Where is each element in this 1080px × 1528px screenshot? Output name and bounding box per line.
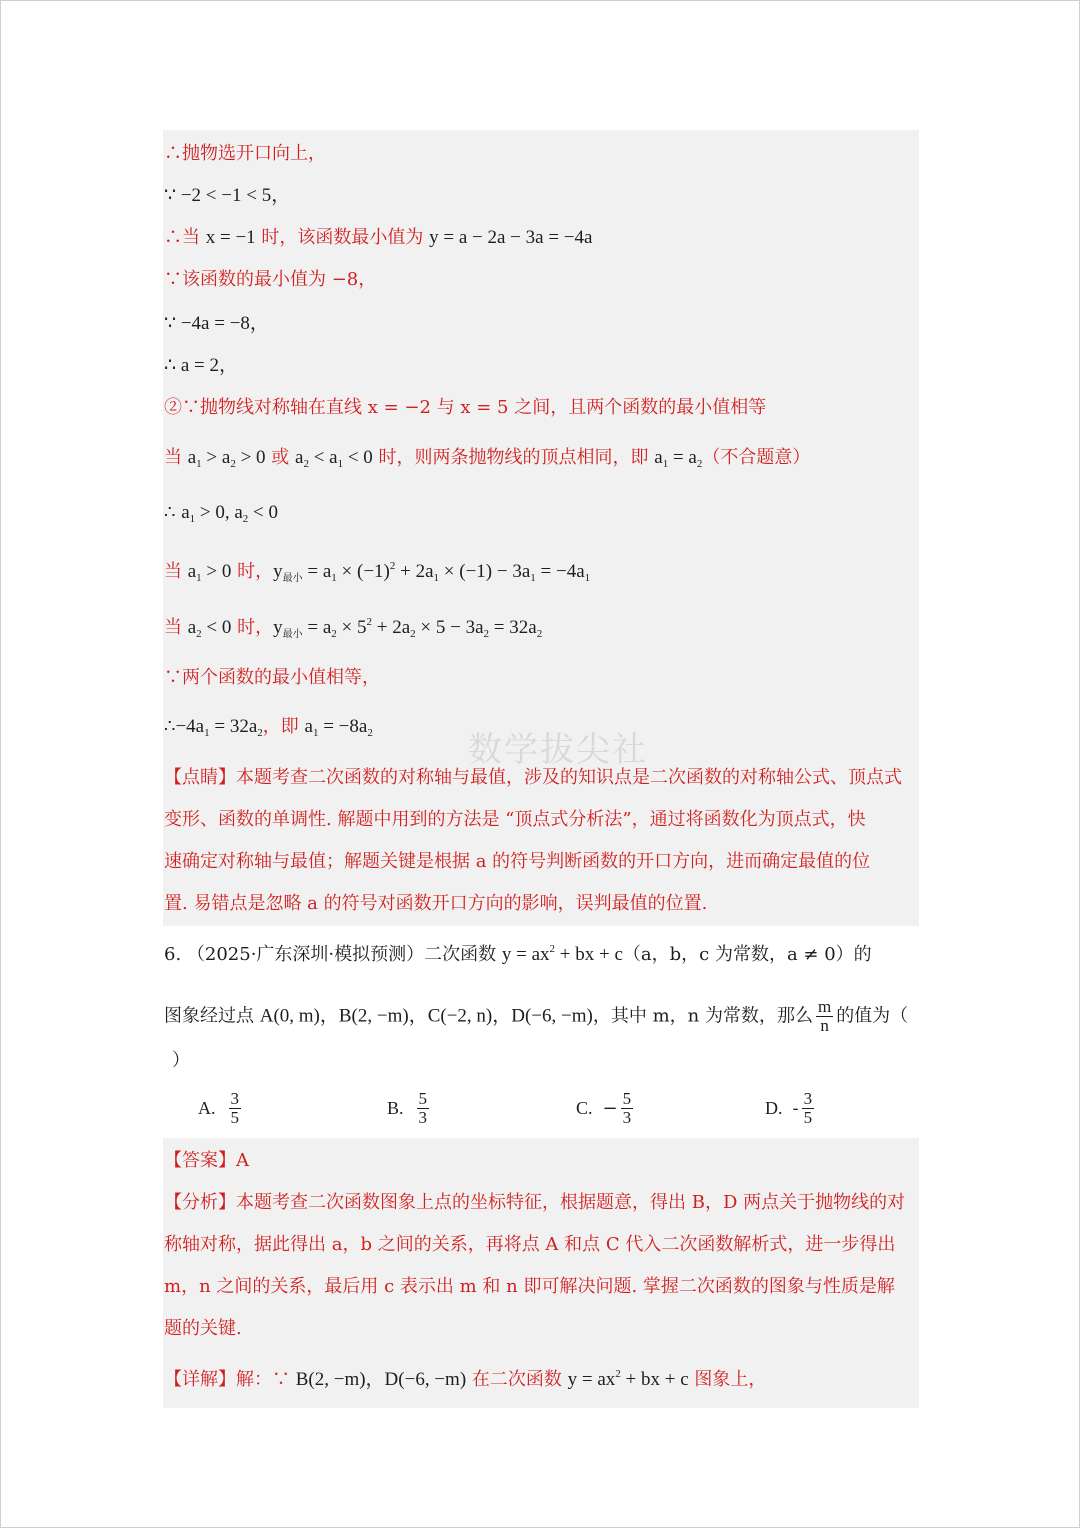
option-a-label: A. xyxy=(198,1098,216,1118)
analysis-line-2: 称轴对称，据此得出 a，b 之间的关系，再将点 A 和点 C 代入二次函数解析式，进一步得出 xyxy=(164,1234,896,1255)
l13-b: ，即 xyxy=(262,716,305,737)
detail-c: 在二次函数 xyxy=(466,1369,568,1390)
option-c-fraction: $\frac{5}{3}$ xyxy=(622,1089,632,1127)
solution-line-9 xyxy=(164,501,278,525)
q2-c: ，其中 m，n 为常数，那么 xyxy=(592,1005,813,1027)
l10-formula: $y_{最小} = a_1 \times (-1)^2 + 2a_1 \times (-1) - 3a_1 = -4a_1$ xyxy=(273,560,591,584)
l9-therefore: ∴ xyxy=(164,502,182,523)
option-b-label: B. xyxy=(387,1098,404,1118)
l8-eq: $a_1 = a_2$ xyxy=(654,447,703,470)
solution-line-10 xyxy=(164,560,590,591)
l13-eq2: $a_1 = -8a_2$ xyxy=(304,716,373,739)
l11-b: 时， xyxy=(231,617,274,638)
q2-fraction-m-over-n: $\frac{m}{n}$ xyxy=(817,997,832,1035)
option-a[interactable] xyxy=(198,1090,244,1127)
q1-b: （a，b，c 为常数，a ≠ 0）的 xyxy=(622,944,872,965)
l8-cond1: $a_1 > a_2 > 0$ xyxy=(187,447,266,470)
solution-line-8 xyxy=(164,446,810,470)
l13-eq1: $-4a_1 = 32a_2$ xyxy=(175,716,263,739)
q1-a: 6. （2025·广东深圳·模拟预测）二次函数 xyxy=(164,944,502,965)
solution-line-3 xyxy=(164,226,592,250)
l11-cond: $a_2 < 0$ xyxy=(187,617,232,640)
watermark: 数学拔尖社 xyxy=(468,730,648,770)
option-a-fraction: $\frac{3}{5}$ xyxy=(230,1089,239,1127)
option-d-label: D. xyxy=(765,1098,783,1118)
note-line-4: 置. 易错点是忽略 a 的符号对函数开口方向的影响，误判最值的位置. xyxy=(164,893,708,914)
l10-b: 时， xyxy=(231,561,274,582)
l3-b: x = −1 xyxy=(205,227,256,248)
answer-line: 【答案】A xyxy=(164,1150,249,1171)
l8-b: 或 xyxy=(265,447,295,468)
l8-cond2: $a_2 < a_1 < 0$ xyxy=(295,447,373,470)
detail-d: 图象上， xyxy=(688,1369,767,1390)
detail-line xyxy=(164,1368,766,1392)
solution-line-1: ∴抛物选开口向上， xyxy=(164,143,326,164)
l3-c: 时，该函数最小值为 xyxy=(255,227,430,248)
l3-d: y = a − 2a − 3a = −4a xyxy=(429,227,593,248)
q2-points: A(0, m)，B(2, −m)，C(−2, n)，D(−6, −m) xyxy=(259,1005,593,1027)
q1-function: $y = ax^2$ + bx + c xyxy=(501,943,623,965)
note-line-2: 变形、函数的单调性. 解题中用到的方法是 “顶点式分析法”，通过将函数化为顶点式，快 xyxy=(164,809,866,830)
l8-a: 当 xyxy=(164,447,188,468)
q2-d: 的值为（ xyxy=(836,1005,909,1027)
solution-line-7: ②∵抛物线对称轴在直线 x = −2 与 x = 5 之间，且两个函数的最小值相等 xyxy=(164,397,767,418)
solution-line-11 xyxy=(164,616,542,647)
option-d[interactable] xyxy=(765,1090,817,1127)
option-b-fraction: $\frac{5}{3}$ xyxy=(418,1089,428,1127)
analysis-line-4: 题的关键. xyxy=(164,1318,242,1339)
question-line-3: ） xyxy=(172,1050,190,1071)
l10-cond: $a_1 > 0$ xyxy=(187,561,232,584)
detail-function: $y = ax^2$ + bx + c xyxy=(567,1368,689,1390)
detail-points: B(2, −m)，D(−6, −m) xyxy=(295,1369,467,1390)
option-b[interactable] xyxy=(387,1090,432,1127)
option-c-sign: − xyxy=(602,1098,618,1119)
solution-line-4: ∵该函数的最小值为 −8， xyxy=(164,269,377,290)
note-line-1: 【点睛】本题考查二次函数的对称轴与最值，涉及的知识点是二次函数的对称轴公式、顶点式 xyxy=(164,767,902,788)
l11-a: 当 xyxy=(164,617,188,638)
l3-a: ∴当 xyxy=(164,227,206,248)
solution-line-5: ∵ −4a = −8， xyxy=(164,313,269,334)
l9-cond: $a_1 > 0$, $a_2 < 0$ xyxy=(181,502,278,525)
question-line-1 xyxy=(164,943,872,967)
solution-line-12: ∵两个函数的最小值相等， xyxy=(164,667,380,688)
l8-d: （不合题意） xyxy=(702,447,811,468)
l13-a: ∴ xyxy=(164,716,176,737)
option-d-fraction: $\frac{3}{5}$ xyxy=(803,1089,813,1127)
question-line-2 xyxy=(164,998,908,1035)
analysis-line-1: 【分析】本题考查二次函数图象上点的坐标特征，根据题意，得出 B，D 两点关于抛物线的对 xyxy=(164,1192,906,1213)
analysis-line-3: m，n 之间的关系，最后用 c 表示出 m 和 n 即可解决问题. 掌握二次函数的图象与性质是解 xyxy=(164,1276,895,1297)
solution-line-13 xyxy=(164,715,373,739)
note-line-3: 速确定对称轴与最值；解题关键是根据 a 的符号判断函数的开口方向，进而确定最值的位 xyxy=(164,851,871,872)
solution-line-2: ∵ −2 < −1 < 5， xyxy=(164,185,291,206)
q2-a: 图象经过点 xyxy=(164,1005,260,1027)
option-d-sign: - xyxy=(792,1098,799,1119)
option-c[interactable] xyxy=(576,1090,636,1127)
detail-a: 【详解】解：∵ xyxy=(164,1369,296,1390)
l8-c: 时，则两条抛物线的顶点相同，即 xyxy=(372,447,655,468)
l11-formula: $y_{最小} = a_2 \times 5^2 + 2a_2 \times 5 - 3a_2 = 32a_2$ xyxy=(273,616,543,640)
solution-line-6: ∴ a = 2， xyxy=(164,355,238,376)
l10-a: 当 xyxy=(164,561,188,582)
option-c-label: C. xyxy=(576,1098,593,1118)
